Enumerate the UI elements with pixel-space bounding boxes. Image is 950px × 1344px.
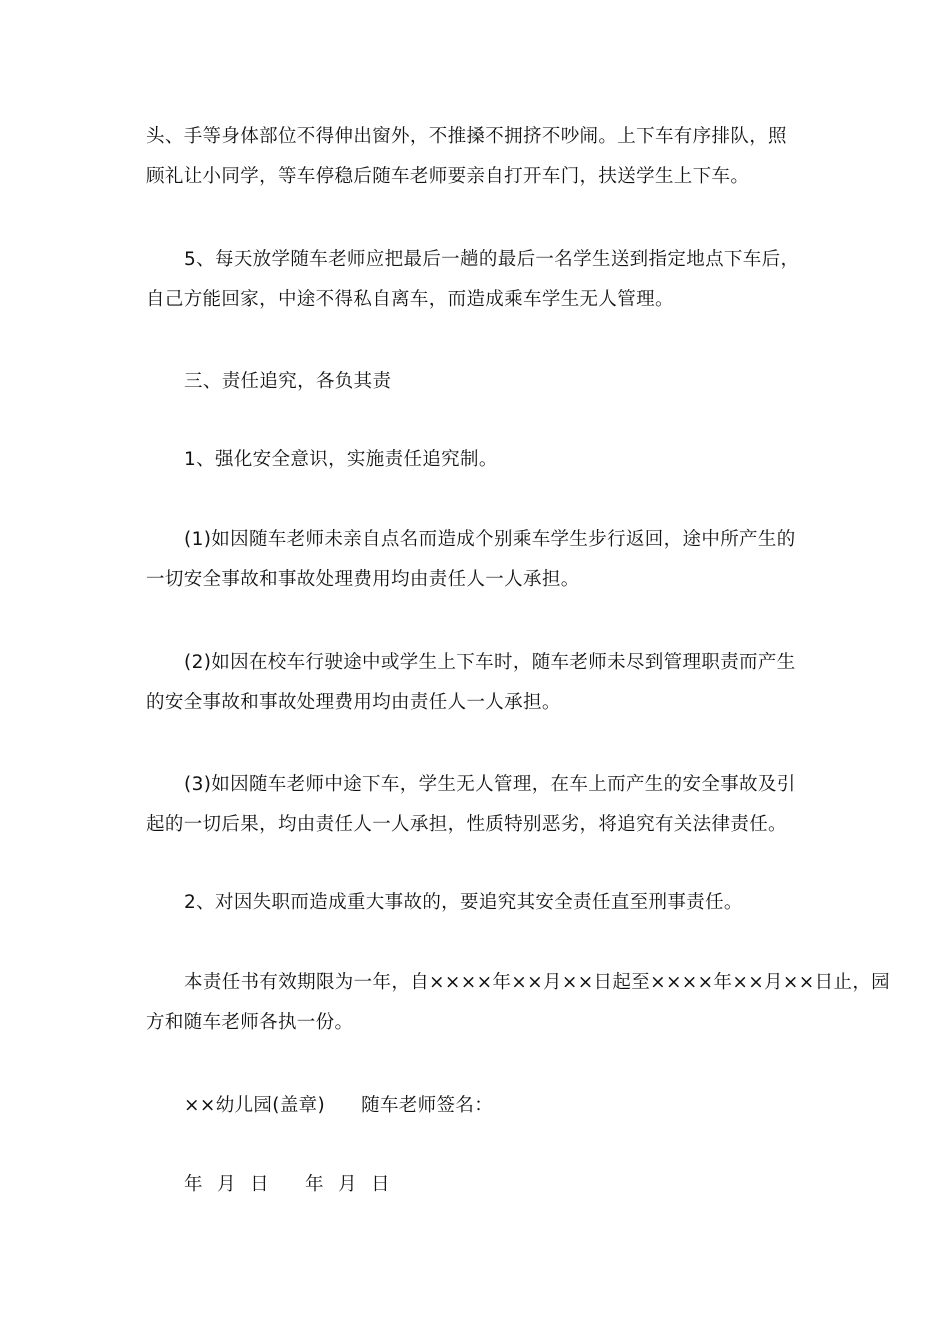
date-left: 年 月 日 (184, 1174, 270, 1195)
text-line: 2、对因失职而造成重大事故的，要追究其安全责任直至刑事责任。 (184, 892, 743, 913)
heading-text: 三、责任追究，各负其责 (184, 371, 392, 392)
paragraph-item-5 (146, 240, 802, 320)
text-line: (3)如因随车老师中途下车，学生无人管理，在车上而产生的安全事故及引 (184, 774, 796, 795)
date-right: 年 月 日 (305, 1174, 391, 1195)
text-line: 本责任书有效期限为一年，自××××年××月××日起至××××年××月××日止，园 (184, 972, 891, 993)
text-line: 一切安全事故和事故处理费用均由责任人一人承担。 (146, 569, 580, 590)
signature-row (146, 1086, 802, 1126)
text-line: 顾礼让小同学，等车停稳后随车老师要亲自打开车门，扶送学生上下车。 (146, 166, 750, 187)
paragraph-safety-behavior (146, 117, 802, 197)
paragraph-sub-2 (146, 643, 802, 723)
text-line: 的安全事故和事故处理费用均由责任人一人承担。 (146, 692, 561, 713)
text-line: (2)如因在校车行驶途中或学生上下车时，随车老师未尽到管理职责而产生 (184, 652, 796, 673)
kindergarten-seal-label: ××幼儿园(盖章) (184, 1095, 326, 1116)
paragraph-sub-3 (146, 765, 802, 845)
text-line: 自己方能回家，中途不得私自离车，而造成乘车学生无人管理。 (146, 289, 674, 310)
date-row (146, 1165, 802, 1205)
text-line: 方和随车老师各执一份。 (146, 1012, 354, 1033)
signature-line (146, 1086, 802, 1126)
date-line (146, 1165, 802, 1205)
paragraph-validity (146, 963, 891, 1043)
text-line: (1)如因随车老师未亲自点名而造成个别乘车学生步行返回，途中所产生的 (184, 529, 796, 550)
paragraph-item-1 (146, 440, 802, 480)
text-line: 5、每天放学随车老师应把最后一趟的最后一名学生送到指定地点下车后， (184, 249, 800, 270)
paragraph-item-2 (146, 883, 802, 923)
paragraph-sub-1 (146, 520, 802, 600)
text-line: 起的一切后果，均由责任人一人承担，性质特别恶劣，将追究有关法律责任。 (146, 814, 787, 835)
section-heading-3 (146, 362, 802, 402)
text-line: 1、强化安全意识，实施责任追究制。 (184, 449, 498, 470)
teacher-signature-label: 随车老师签名： (361, 1095, 494, 1116)
text-line: 头、手等身体部位不得伸出窗外，不推搡不拥挤不吵闹。上下车有序排队，照 (146, 126, 787, 147)
